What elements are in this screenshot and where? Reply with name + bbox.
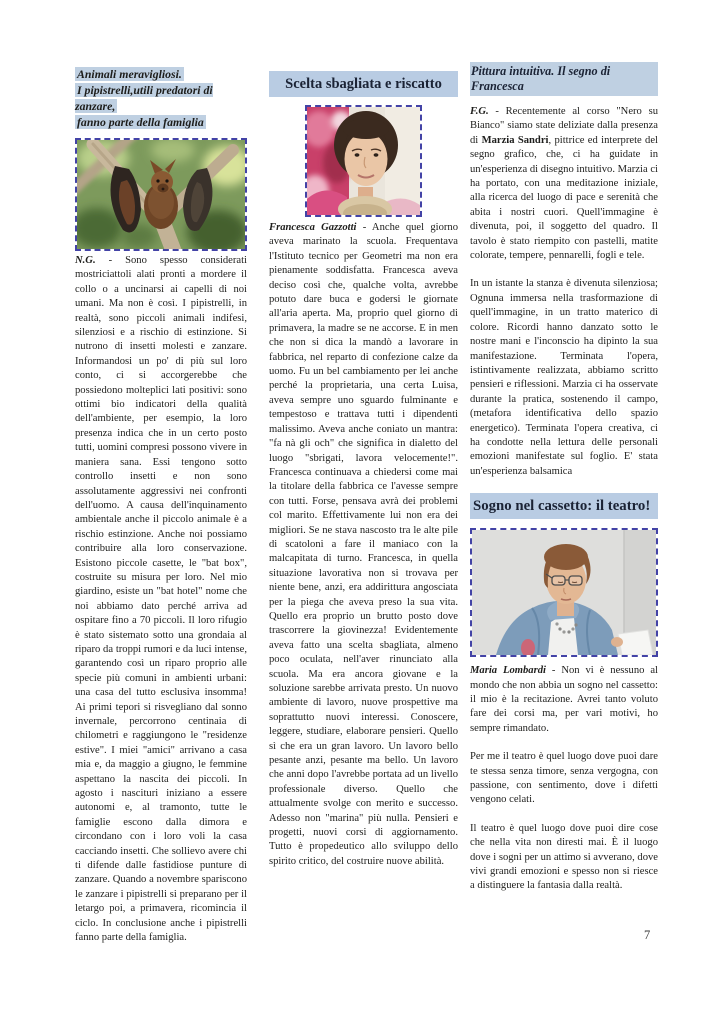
page-number: 7 xyxy=(644,928,651,942)
francesca-author: Francesca Gazzotti xyxy=(269,222,357,233)
painting-p1-before: - Recentemente al corso "Nero su Bianco" siamo state deliziate dalla presenza di xyxy=(470,106,658,146)
painting-author: F.G. xyxy=(470,106,489,117)
bats-title-line-3: fanno parte della famiglia xyxy=(77,115,204,129)
theater-paragraph-3: Il teatro è quel luogo dove puoi dire cose che nella vita non diresti mai. È il luogo dove i sogni per un attimo si avverano, dove vivi grandi emozioni e spesso non si riesce a distinguere la fantasia dalla realtà. xyxy=(470,822,658,892)
theater-paragraph-1 xyxy=(470,664,658,736)
column-francesca-article xyxy=(269,71,458,883)
painting-p1-after: , pittrice ed interprete del segno grafico, che, ci ha guidate in un'esperienza di disegno intuitivo. Marzia ci ha portato, con una meditazione iniziale, alla ricerca del luogo di pace e serenità che abita i nostri cuori. Quell'immagine è divenuta, poi, il soggetto del quadro. Il tavolo è stato riempito con pastelli, matite colorate, tempere, pennarelli, fogli e tele. xyxy=(470,134,658,262)
francesca-body-text: - Anche quel giorno aveva marinato la scuola. Frequentava l'Istituto tecnico per Geometri ma non era pienamente soddisfatta. Francesca aveva deciso così che, qualche volta, avrebbe potuto dare buca e godersi le giornate all'aria aperta. Ma, proprio quel giorno di primavera, la madre se ne accorse. E in men che non si dica la mandò a lavorare in fabbrica, nel reparto di confezione calze da uomo. Fu un bel cambiamento per lei anche perché la proprietaria, una certa Luisa, aveva sempre uno sguardo fulminante e tempestoso e trattava tutti i dipendenti malissimo. Aveva anche coniato un mantra: "fa nà gli och" che significa in dialetto del luogo "sbrigati, lavora velocemente!". Francesca continuava a chiedersi come mai la titolare della fabbrica ce l'avesse sempre con tutti. Forse, pensava avrà dei problemi col marito. Effettivamente lui non era dei migliori. Se ne stava nascosto tra le alte pile di scatoloni a fare il maniaco con la malcapitata di turno. Francesca, in quella situazione lavorativa non si trovava per niente bene, anzi, era addirittura angosciata per la piega che aveva preso la sua vita. Quello era proprio un brutto posto dove trascorrere la giovinezza! Evidentemente aveva fatto una scelta sbagliata, almeno poco oculata, nell'aver rinunciato alla scuola. Ma era ancora giovane e la soluzione sarebbe arrivata presto. Un nuovo ambiente di lavoro, nuove prospettive ma soprattutto nuovi interessi. Conoscere, leggere, studiare, elaborare pensieri. Quello sì che era un gran lavoro. Un lavoro bello pesante anzi, pesante ma bello. Un lavoro che anni dopo l'avrebbe portata ad un livello professionale diverso. Quello che attualmente svolge con merito e successo. Adesso non "marina" più nulla. Pensieri e progetti, nuovi corsi di aggiornamento. Tutto è propedeutico allo sviluppo dello spirito critico, del costruire nuove abilità. xyxy=(269,222,458,867)
theater-article-title: Sogno nel cassetto: il teatro! xyxy=(470,493,658,519)
theater-author: Maria Lombardi xyxy=(470,665,546,677)
bats-title-line-1: Animali meravigliosi. xyxy=(77,67,182,81)
francesca-article-title: Scelta sbagliata e riscatto xyxy=(269,71,458,97)
bats-title-line-2: I pipistrelli,utili predatori di zanzare, xyxy=(75,83,213,113)
theater-article-body xyxy=(470,664,658,894)
column-right-articles xyxy=(470,62,658,908)
theater-p1-text: - Non vi è nessuno al mondo che non abbia un sogno nel cassetto: il mio è la recitazione. Avrei tanto voluto fare dei corsi ma, per vari motivi, ho sempre rimandato. xyxy=(470,665,658,734)
theater-paragraph-2: Per me il teatro è quel luogo dove puoi dare te stessa senza timore, senza vergogna, con passione, con sentimento, dove i difetti vengono celati. xyxy=(470,751,658,806)
francesca-photo xyxy=(305,105,422,217)
bat-photo-svg xyxy=(77,140,245,249)
painting-article-title: Pittura intuitiva. Il segno di Francesca xyxy=(470,62,658,96)
painting-article-body xyxy=(470,105,658,479)
bats-body-text: - Sono spesso considerati mostriciattoli alati pronti a mordere il collo o a uncinarsi ai capelli di noi umani. Ma non è così. I pipistrelli, in realtà, sono piccoli animali indifesi, silenziosi e a rischio di estinzione. Si nutrono di insetti molesti e zanzare. Informandosi un po' di più sul loro conto, ci si accorgerebbe che possiedono molteplici lati positivi: sono ottimi bio indicatori della qualità dell'ambiente, per esempio, la loro presenza indica che in un certo posto tutti, uomini compresi possono vivere in maniera sana. Essi tengono sotto controllo insetti e non sono assolutamente aggressivi nei confronti dell'uomo. A causa dell'inquinamento ambientale anche il piccolo animale è a rischio estinzione. Anche noi possiamo contribuire alla loro conservazione. Esistono piccole casette, le "bat box", costruite su misura per loro. Nel mio giardino, esiste un "bat hotel" nome che noi abbiamo dato perché arriva ad ospitare fino a 70 piccoli. Il loro rifugio è stato sistemato sotto una grondaia al riparo da troppi rumori e da luci intense, garantendo così un riparo proprio alle specie più comuni in ambienti urbani: una casa del tutto esclusiva insomma! Ai primi tepori si risvegliano dal sonno invernale, percorrono centinaia di chilometri e raggiungono le "residenze estive". I miei "amici" arrivano a casa mia e, da maggio a giugno, le femmine aspettano la nascita dei piccoli. In agosto i nascituri iniziano a essere autonomi e, al tramonto, tutte le famiglie escono dalla dimora e circondano con i loro voli la casa cacciando insetti. Che sollievo avere chi ti difende dalle fastidiose punture di zanzare. Quando a novembre spariscono le zanzare i pipistrelli si preparano per il letargo poi, a primavera, ricomincia il ciclo. In conclusione anche i pipistrelli fanno parte della famiglia. xyxy=(75,255,247,944)
bats-paragraph xyxy=(75,254,247,946)
maria-photo-svg xyxy=(472,530,656,655)
francesca-article-body xyxy=(269,221,458,869)
bats-article-title xyxy=(75,66,247,130)
francesca-photo-svg xyxy=(307,107,420,215)
francesca-photo-wrap xyxy=(269,105,458,217)
painting-guest-name: Marzia Sandri xyxy=(481,134,549,146)
bat-photo xyxy=(75,138,247,251)
bats-article-body xyxy=(75,254,247,946)
column-bats-article xyxy=(75,66,247,960)
francesca-paragraph xyxy=(269,221,458,869)
maria-photo xyxy=(470,528,658,657)
painting-paragraph-1 xyxy=(470,105,658,263)
bats-author: N.G. xyxy=(75,255,96,266)
painting-paragraph-2: In un istante la stanza è divenuta silenziosa; Ognuna immersa nella trasformazione di quell'immagine, in un tratto materico di colore. Ricordi hanno danzato sotto le nostre mani e l'inconscio ha dipinto la sua manifestazione. Terminata l'opera, istintivamente realizzata, abbiamo scritto pensieri e riflessioni. Marzia ci ha osservate durante la pratica, sostenendo il campo, (metafora identificativa dello spazio energetico). Terminata l'opera creativa, ci ha condotte nella lettura delle personali emozioni manifestate sul foglio. E' stata un'esperienza balsamica xyxy=(470,278,658,477)
